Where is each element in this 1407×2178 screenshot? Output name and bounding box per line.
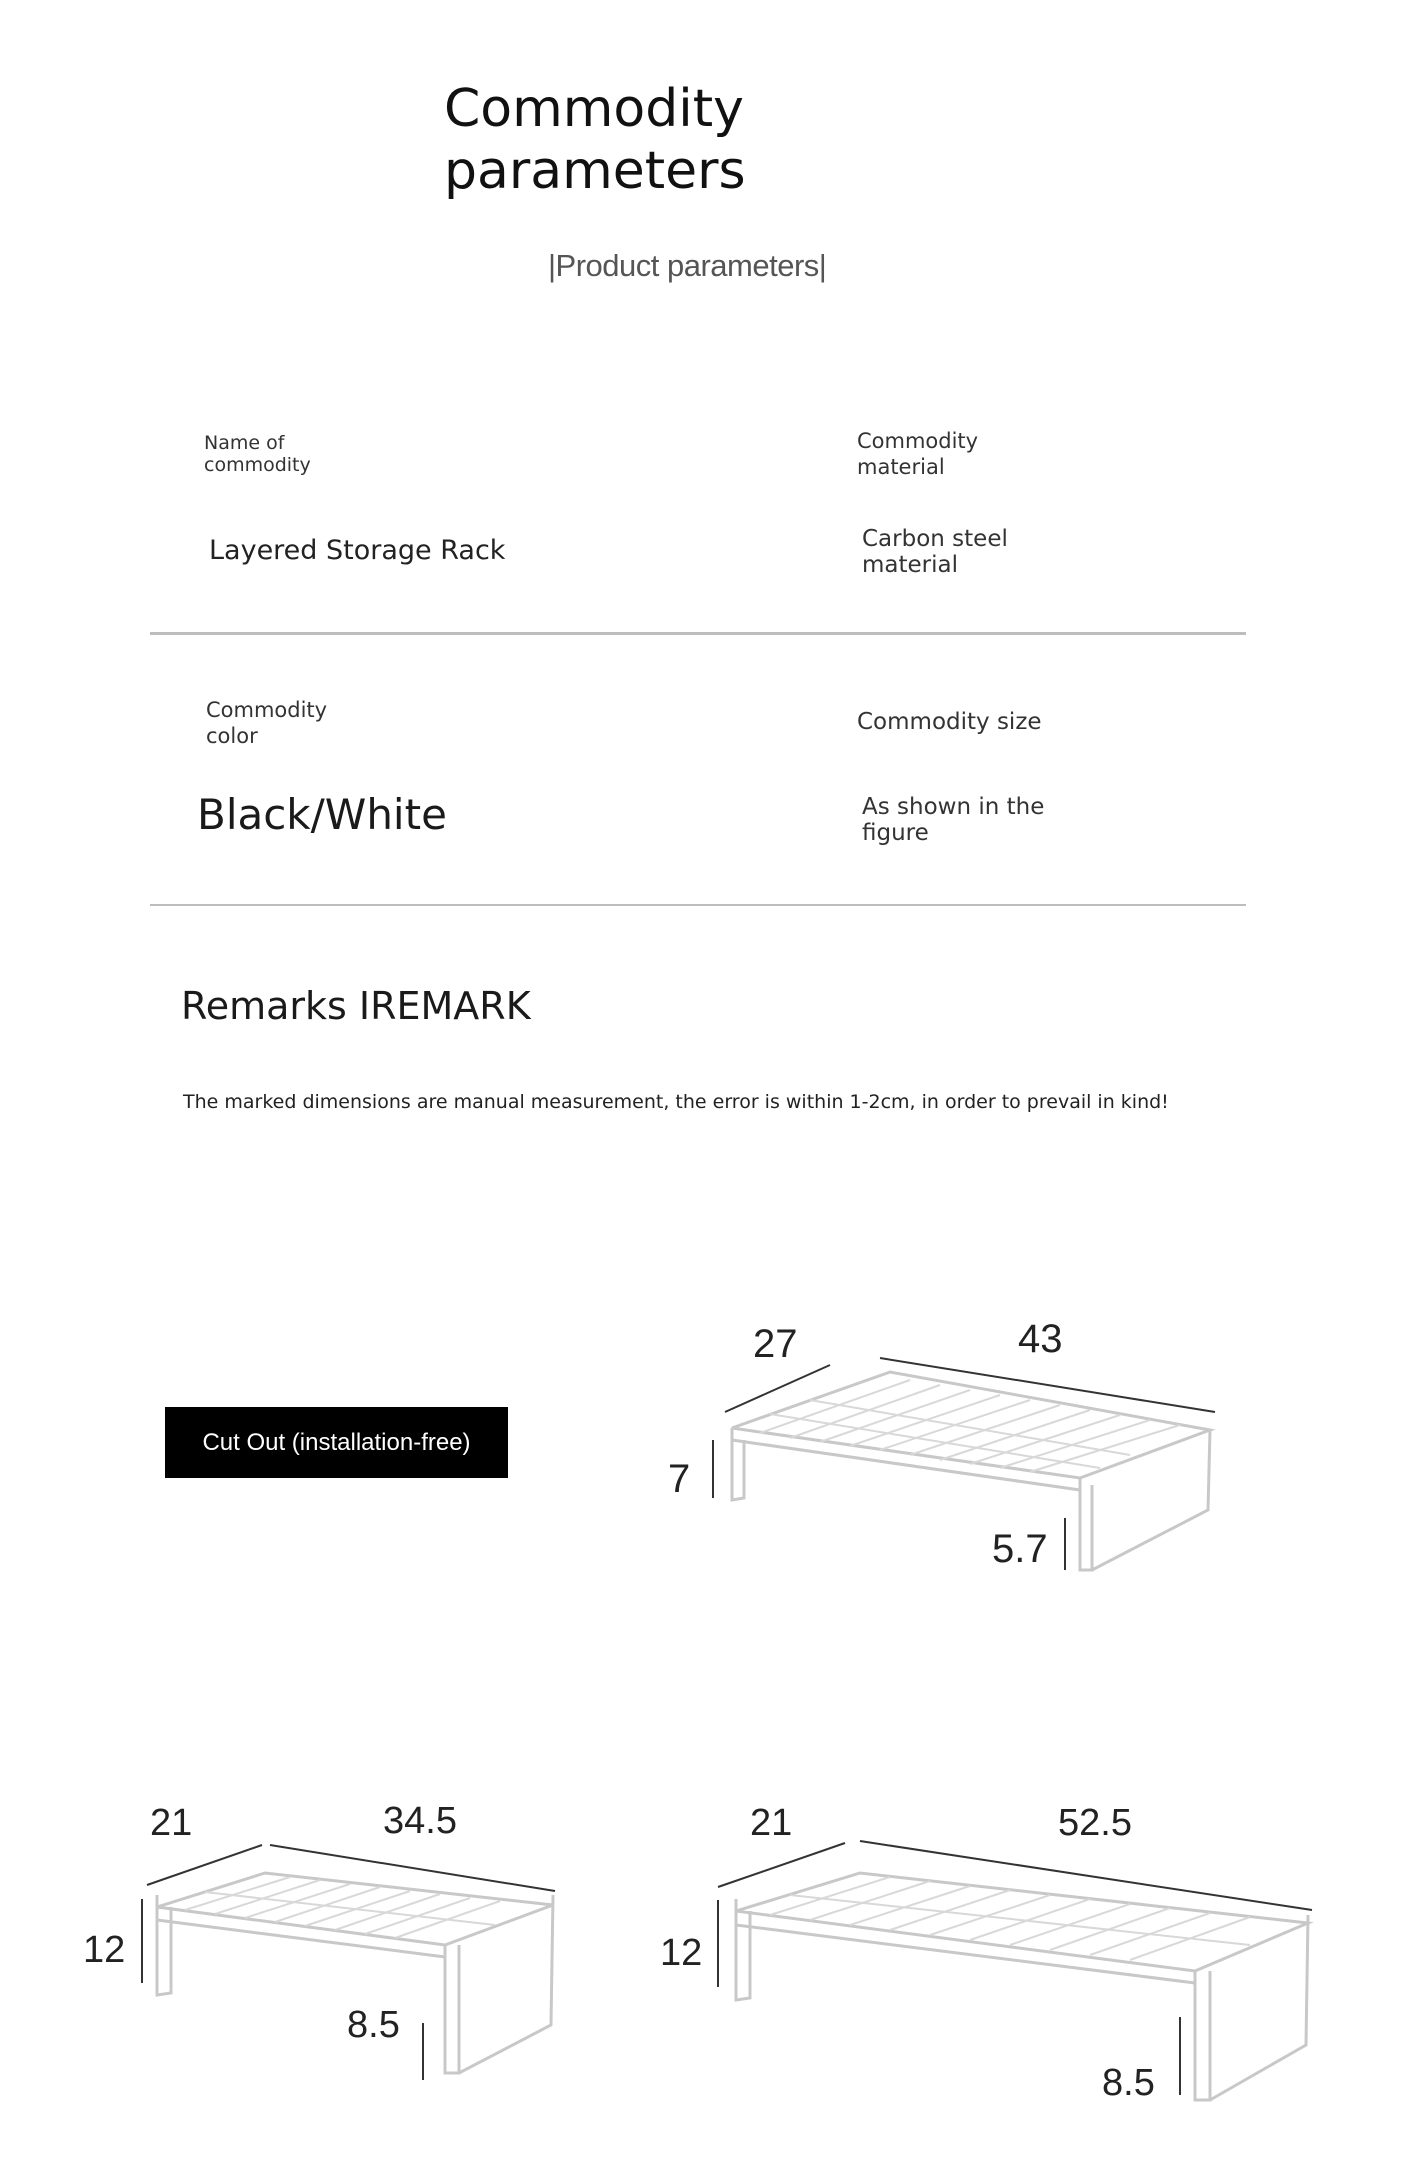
width-dimension-line — [270, 1845, 555, 1891]
divider — [150, 904, 1246, 906]
material-value — [862, 526, 1008, 578]
rack-left-leg — [736, 1899, 750, 2000]
material-label-line2: material — [857, 455, 945, 479]
rack-figure-3 — [650, 1795, 1320, 2140]
size-label: Commodity size — [857, 709, 1042, 735]
inner-height-label: 8.5 — [1102, 2062, 1155, 2104]
color-value: Black/White — [197, 790, 447, 839]
color-label-line1: Commodity — [206, 698, 328, 722]
depth-label: 27 — [753, 1322, 798, 1366]
depth-dimension-line — [725, 1365, 830, 1412]
material-label — [857, 428, 978, 480]
color-label-line2: color — [206, 724, 258, 748]
rack-front-leg — [1080, 1478, 1092, 1570]
rack-figure-2 — [75, 1795, 585, 2090]
section-subtitle: |Product parameters| — [548, 248, 827, 283]
depth-label: 21 — [150, 1802, 193, 1844]
divider — [150, 632, 1246, 635]
height-label: 12 — [83, 1929, 126, 1971]
size-value — [862, 794, 1044, 846]
size-value-line2: figure — [862, 820, 929, 846]
height-label: 12 — [660, 1932, 703, 1974]
page-title-line1: Commodity — [444, 79, 744, 139]
rack-grid — [760, 1380, 1180, 1472]
page-title — [444, 78, 824, 202]
inner-height-label: 5.7 — [992, 1527, 1048, 1571]
remarks-title: Remarks IREMARK — [181, 984, 531, 1028]
rack-figure-1 — [640, 1300, 1240, 1590]
color-label — [206, 697, 327, 749]
remarks-text: The marked dimensions are manual measurement, the error is within 1-2cm, in order to prevail in kind! — [183, 1091, 1169, 1113]
material-value-line1: Carbon steel — [862, 526, 1008, 552]
width-label: 52.5 — [1058, 1802, 1132, 1844]
rack-front-rail — [736, 1925, 1195, 1983]
name-label — [204, 432, 311, 476]
name-value: Layered Storage Rack — [209, 535, 506, 566]
page-title-line2: parameters — [444, 141, 746, 201]
material-label-line1: Commodity — [857, 429, 979, 453]
name-label-line2: commodity — [204, 454, 311, 476]
width-label: 43 — [1018, 1317, 1063, 1361]
rack-front-leg — [1195, 1971, 1210, 2100]
depth-label: 21 — [750, 1802, 793, 1844]
height-label: 7 — [668, 1457, 691, 1501]
size-value-line1: As shown in the — [862, 794, 1045, 820]
cut-out-badge: Cut Out (installation-free) — [165, 1407, 508, 1478]
material-value-line2: material — [862, 552, 958, 578]
rack-front-rail — [732, 1440, 1080, 1490]
inner-height-label: 8.5 — [347, 2004, 400, 2046]
name-label-line1: Name of — [204, 432, 285, 454]
rack-front-leg — [445, 1945, 459, 2073]
width-label: 34.5 — [383, 1800, 457, 1842]
rack-top-frame — [732, 1372, 1210, 1478]
depth-dimension-line — [718, 1843, 845, 1887]
